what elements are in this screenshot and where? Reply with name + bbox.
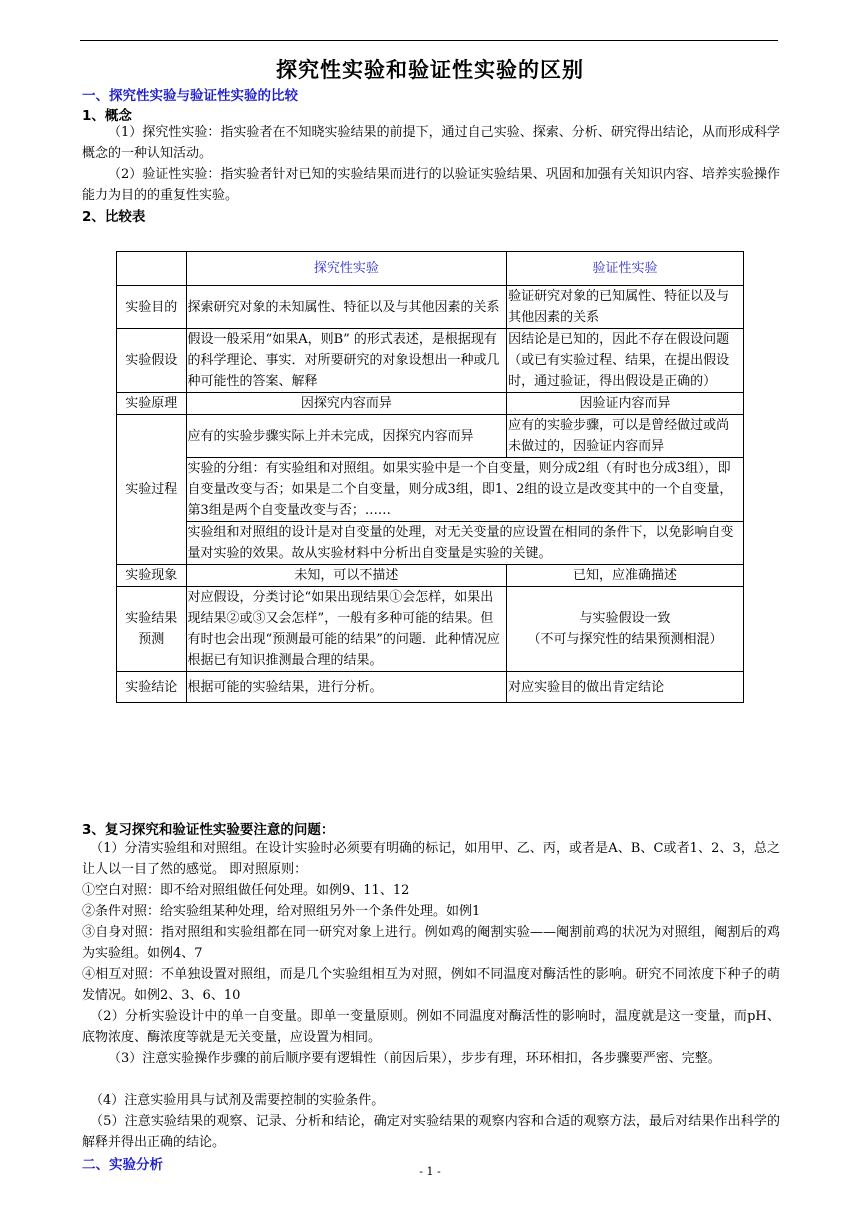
review-paragraph: （5）注意实验结果的观察、记录、分析和结论，确定对实验结果的观察内容和合适的观察方法，最后对结果作出科学的解释并得出正确的结论。 xyxy=(82,1114,780,1150)
subheading-review: 3、复习探究和验证性实验要注意的问题： xyxy=(82,822,335,838)
subheading-compare-table: 2、比较表 xyxy=(82,209,146,225)
cell-explore: 对应假设，分类讨论“如果出现结果①会怎样，如果出现结果②或③又会怎样”，一般有多种可能的结果。但有时也会出现“预测最可能的结果”的问题．此种情况应根据已有知识推测最合理的结果。 xyxy=(186,587,507,672)
cell-verify: 已知，应准确描述 xyxy=(507,565,744,587)
table-header-row xyxy=(117,252,744,286)
section-heading-comparison: 一、探究性实验与验证性实验的比较 xyxy=(82,88,298,104)
section-heading-analysis: 二、实验分析 xyxy=(82,1157,163,1173)
cell-verify: 因验证内容而异 xyxy=(507,393,744,415)
cell-verify-line: （不可与探究性的结果预测相混） xyxy=(527,632,723,647)
table-row xyxy=(117,522,744,565)
review-paragraph: （2）分析实验设计中的单一自变量。即单一变量原则。例如不同温度对酶活性的影响时，温度就是这一变量，而pH、底物浓度、酶浓度等就是无关变量，应设置为相同。 xyxy=(82,1009,780,1045)
review-paragraph: （1）分清实验组和对照组。在设计实验时必须要有明确的标记，如用甲、乙、丙，或者是A、B、C或者1、2、3，总之让人以一目了然的感觉。 即对照原则： xyxy=(82,841,780,877)
row-label: 实验结论 xyxy=(117,672,187,703)
row-label xyxy=(117,587,187,672)
page-title: 探究性实验和验证性实验的区别 xyxy=(276,58,584,82)
cell-explore: 假设一般采用“如果A，则B” 的形式表述，是根据现有的科学理论、事实．对所要研究的对象设想出一种或几种可能性的答案、解释 xyxy=(186,329,507,393)
review-paragraph: （3）注意实验操作步骤的前后顺序要有逻辑性（前因后果），步步有理，环环相扣，各步骤要严密、完整。 xyxy=(108,1051,721,1066)
table-row xyxy=(117,458,744,522)
review-paragraph: （4）注意实验用具与试剂及需要控制的实验条件。 xyxy=(90,1093,385,1108)
cell-verify: 应有的实验步骤，可以是曾经做过或尚未做过的，因验证内容而异 xyxy=(507,415,744,458)
table-row xyxy=(117,565,744,587)
review-paragraph: ③自身对照：指对照组和实验组都在同一研究对象上进行。例如鸡的阉割实验——阉割前鸡的状况为对照组，阉割后的鸡为实验组。如例4、7 xyxy=(82,925,780,961)
cell-explore: 因探究内容而异 xyxy=(186,393,507,415)
comparison-table xyxy=(116,251,744,703)
row-label: 实验假设 xyxy=(117,329,187,393)
cell-verify: 对应实验目的做出肯定结论 xyxy=(507,672,744,703)
review-paragraph: ④相互对照：不单独设置对照组，而是几个实验组相互为对照，例如不同温度对酶活性的影响。研究不同浓度下种子的萌发情况。如例2、3、6、10 xyxy=(82,967,780,1003)
page-number: - 1 - xyxy=(419,1165,441,1178)
table-row xyxy=(117,393,744,415)
review-paragraph: ①空白对照：即不给对照组做任何处理。如例9、11、12 xyxy=(82,883,410,898)
table-row xyxy=(117,329,744,393)
column-header-explore: 探究性实验 xyxy=(186,252,507,286)
concept-verify-paragraph: （2）验证性实验：指实验者针对已知的实验结果而进行的以验证实验结果、巩固和加强有关知识内容、培养实验操作能力为目的的重复性实验。 xyxy=(82,167,780,203)
table-row xyxy=(117,672,744,703)
table-corner-cell xyxy=(117,252,187,286)
cell-process-design: 实验组和对照组的设计是对自变量的处理，对无关变量的应设置在相同的条件下，以免影响自变量对实验的效果。故从实验材料中分析出自变量是实验的关键。 xyxy=(186,522,743,565)
row-label-line: 预测 xyxy=(138,632,165,647)
row-label: 实验目的 xyxy=(117,286,187,329)
header-rule xyxy=(80,40,778,41)
row-label: 实验过程 xyxy=(117,415,187,565)
cell-process-grouping: 实验的分组：有实验组和对照组。如果实验中是一个自变量，则分成2组（有时也分成3组），即自变量改变与否；如果是二个自变量，则分成3组，即1、2组的设立是改变其中的一个自变量，第3组是两个自变量改变与否；…… xyxy=(186,458,743,522)
row-label-line: 实验结果 xyxy=(125,611,178,626)
row-label: 实验原理 xyxy=(117,393,187,415)
concept-explore-paragraph: （1）探究性实验：指实验者在不知晓实验结果的前提下，通过自己实验、探索、分析、研究得出结论，从而形成科学概念的一种认知活动。 xyxy=(82,125,780,161)
table-row xyxy=(117,587,744,672)
review-paragraph: ②条件对照：给实验组某种处理，给对照组另外一个条件处理。如例1 xyxy=(82,904,481,919)
table-row xyxy=(117,286,744,329)
table-row xyxy=(117,415,744,458)
cell-verify: 因结论是已知的，因此不存在假设问题（或已有实验过程、结果，在提出假设时，通过验证，得出假设是正确的） xyxy=(507,329,744,393)
cell-explore: 探索研究对象的未知属性、特征以及与其他因素的关系 xyxy=(186,286,507,329)
cell-verify-line: 与实验假设一致 xyxy=(579,611,671,626)
cell-explore: 应有的实验步骤实际上并未完成，因探究内容而异 xyxy=(186,415,507,458)
cell-explore: 未知，可以不描述 xyxy=(186,565,507,587)
subheading-concept: 1、概念 xyxy=(82,108,132,124)
cell-verify: 验证研究对象的已知属性、特征以及与其他因素的关系 xyxy=(507,286,744,329)
column-header-verify: 验证性实验 xyxy=(507,252,744,286)
row-label: 实验现象 xyxy=(117,565,187,587)
cell-verify xyxy=(507,587,744,672)
cell-explore: 根据可能的实验结果，进行分析。 xyxy=(186,672,507,703)
